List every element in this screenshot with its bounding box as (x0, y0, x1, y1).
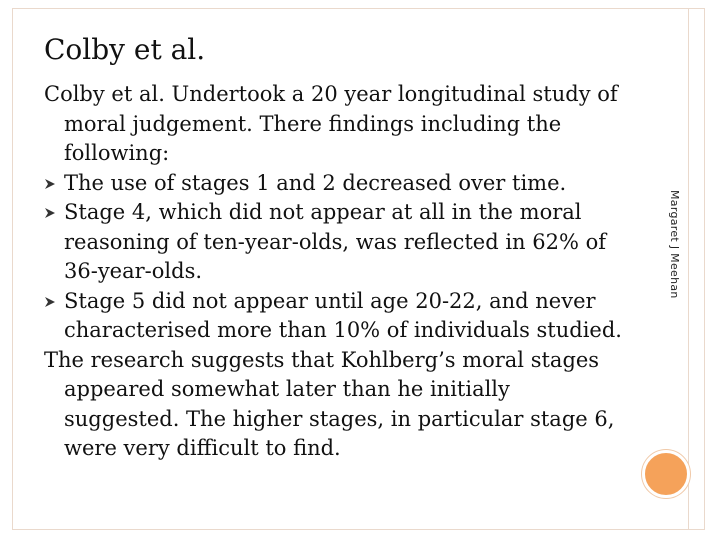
bullet-item (44, 169, 624, 199)
intro-paragraph: Colby et al. Undertook a 20 year longitudinal study of moral judgement. There findings including the following: (44, 82, 618, 165)
arrow-bullet-icon (44, 178, 56, 190)
slide-title: Colby et al. (44, 33, 206, 66)
bullet-text: Stage 5 did not appear until age 20-22, and never characterised more than 10% of individuals studied. (64, 288, 622, 342)
conclusion-paragraph: The research suggests that Kohlberg’s moral stages appeared somewhat later than he initially suggested. The higher stages, in particular stage 6, were very difficult to find. (44, 347, 615, 460)
bullet-text: The use of stages 1 and 2 decreased over time. (64, 170, 567, 195)
accent-circle (642, 450, 690, 498)
author-side-label: Margaret J Meehan (668, 190, 681, 299)
slide-body (44, 80, 624, 464)
arrow-bullet-icon (44, 207, 56, 219)
bullet-text: Stage 4, which did not appear at all in the moral reasoning of ten-year-olds, was reflected in 62% of 36-year-olds. (64, 200, 607, 283)
side-divider (688, 8, 689, 530)
bullet-item (44, 198, 624, 287)
arrow-bullet-icon (44, 296, 56, 308)
bullet-item (44, 287, 624, 346)
